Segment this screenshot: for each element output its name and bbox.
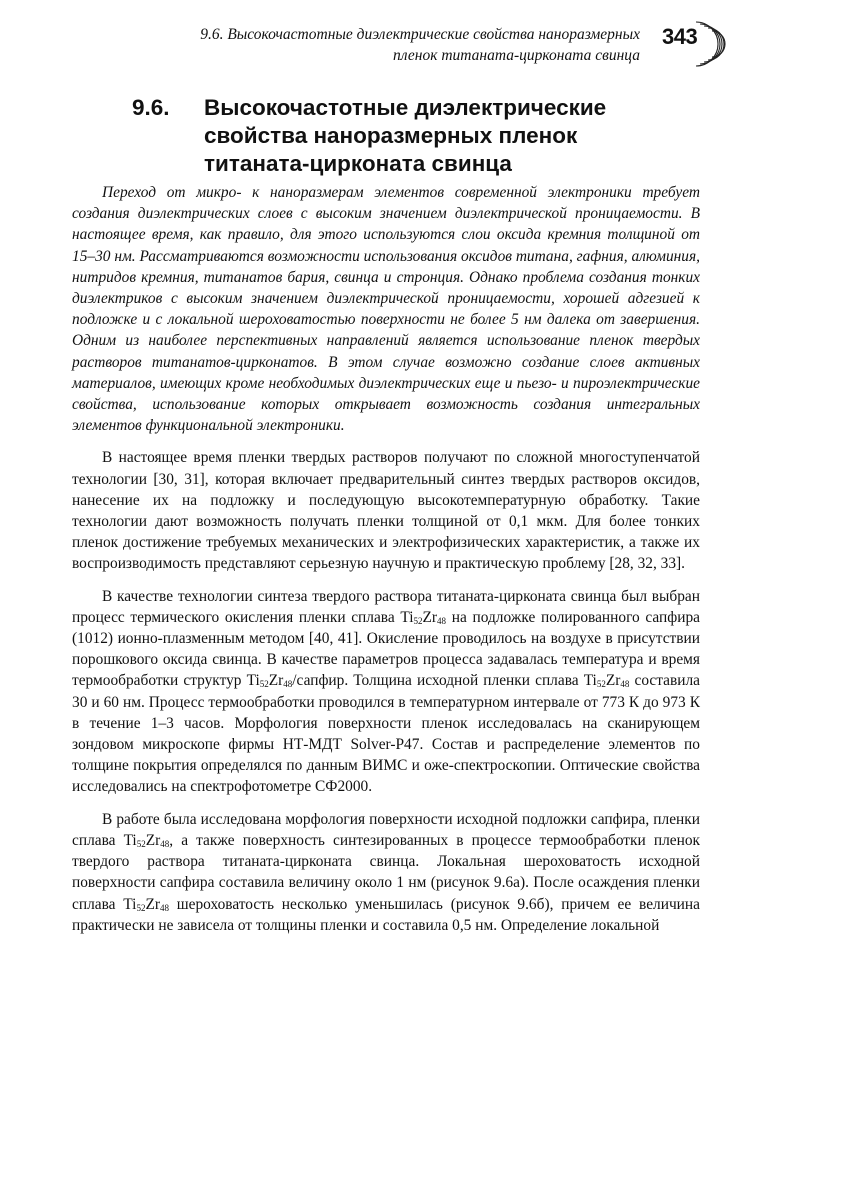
section-number: 9.6. [132, 95, 170, 120]
section-title-line-2: свойства наноразмерных пленок [204, 123, 578, 148]
subscript: 48 [620, 679, 630, 690]
subscript: 48 [283, 679, 293, 690]
subscript: 52 [259, 679, 269, 690]
section-title [204, 94, 744, 178]
page-number: 343 [662, 24, 698, 49]
section-title-line-3: титаната-цирконата свинца [204, 151, 512, 176]
text-run: шероховатость несколько уменьшилась (рисунок 9.6б), причем ее величина практически не зависела от толщины пленки и составила 0,5 нм. Определение локальной [72, 895, 700, 934]
subscript: 52 [596, 679, 606, 690]
text-run: В работе была исследована морфология поверхности исходной подложки сапфира, пленки сплава Ti [72, 810, 700, 849]
subscript: 48 [437, 615, 447, 626]
subscript: 52 [136, 902, 146, 913]
text-run: Zr [145, 895, 160, 913]
subscript: 52 [413, 615, 423, 626]
paragraph-technology: В настоящее время пленки твердых растворов получают по сложной многоступенчатой технологии [30, 31], которая включает предварительный синтез твердых растворов оксидов, нанесение их на подложку и последующую высокотемпературную обработку. Такие технологии дают возможность получать пленки толщиной от 0,1 мкм. Для более тонких пленок достижение требуемых механических и электрофизических характеристик, а также их воспроизводимость представляют серьезную научную и практическую проблему [28, 32, 33]. [72, 449, 700, 573]
text-run: , а также поверхность синтезированных в процессе термообработки пленок твердого раствора титаната-цирконата свинца. Локальная шероховатость исходной поверхности сапфира составила величину около 1 нм (рисунок 9.6а). После осаждения пленки сплава Ti [72, 831, 700, 913]
text-run: В качестве технологии синтеза твердого раствора титаната-цирконата свинца был выбран процесс термического окисления пленки сплава Ti [72, 587, 700, 626]
paragraph-morphology [72, 809, 700, 936]
page-corner-ornament-icon [690, 14, 736, 72]
text-run: Zr [422, 608, 438, 626]
text-run: /сапфир. Толщина исходной пленки сплава Ti [292, 672, 597, 690]
text-run: составила 30 и 60 нм. Процесс термообработки проводился в температурном интервале от 773 К до 973 К в течение 1–3 часов. Морфология поверхности пленок исследовалась на сканирующем зондовом микроскопе фирмы НТ-МДТ Solver-P47. Состав и распределение элементов по толщине покрытия определялся по данным ВИМС и оже-спектроскопии. Оптические свойства исследовались на спектрофотометре СФ2000. [72, 672, 700, 796]
body-text [72, 182, 700, 936]
paragraph-intro: Переход от микро- к наноразмерам элементов современной электроники требует создания диэлектрических слоев с высоким значением диэлектрической проницаемости. В настоящее время, как правило, для этого используются слои оксида кремния толщиной от 15–30 нм. Рассматриваются возможности использования оксидов титана, гафния, алюминия, нитридов кремния, титанатов бария, свинца и стронция. Однако проблема создания тонких диэлектриков с высоким значением диэлектрической проницаемости, хорошей адгезией к подложке и с локальной шероховатостью поверхности не более 5 нм далека от завершения. Одним из наиболее перспективных направлений является использование пленок твердых растворов титанатов-цирконатов. В этом случае возможно создание слоев активных материалов, имеющих кроме необходимых диэлектрических еще и пьезо- и пироэлектрические свойства, использование которых открывает возможность создания интегральных элементов функциональной электроники. [72, 184, 700, 435]
running-header-line-2: пленок титаната-цирконата свинца [393, 47, 640, 64]
text-run: на подложке полированного сапфира (1012) ионно-плазменным методом [40, 41]. Окисление проводилось на воздухе в присутствии порошкового оксида свинца. В качестве параметров процесса задавалась температура и время термообработки структур Ti [72, 608, 701, 690]
section-title-line-1: Высокочастотные диэлектрические [204, 95, 607, 120]
text-run: Zr [605, 672, 621, 690]
text-run: Zr [145, 831, 161, 849]
paragraph-synthesis-method [72, 586, 700, 798]
subscript: 52 [136, 838, 146, 849]
running-header [80, 24, 640, 66]
subscript: 48 [159, 902, 169, 913]
subscript: 48 [160, 838, 170, 849]
running-header-line-1: 9.6. Высокочастотные диэлектрические свойства наноразмерных [200, 26, 640, 43]
text-run: Zr [268, 672, 284, 690]
